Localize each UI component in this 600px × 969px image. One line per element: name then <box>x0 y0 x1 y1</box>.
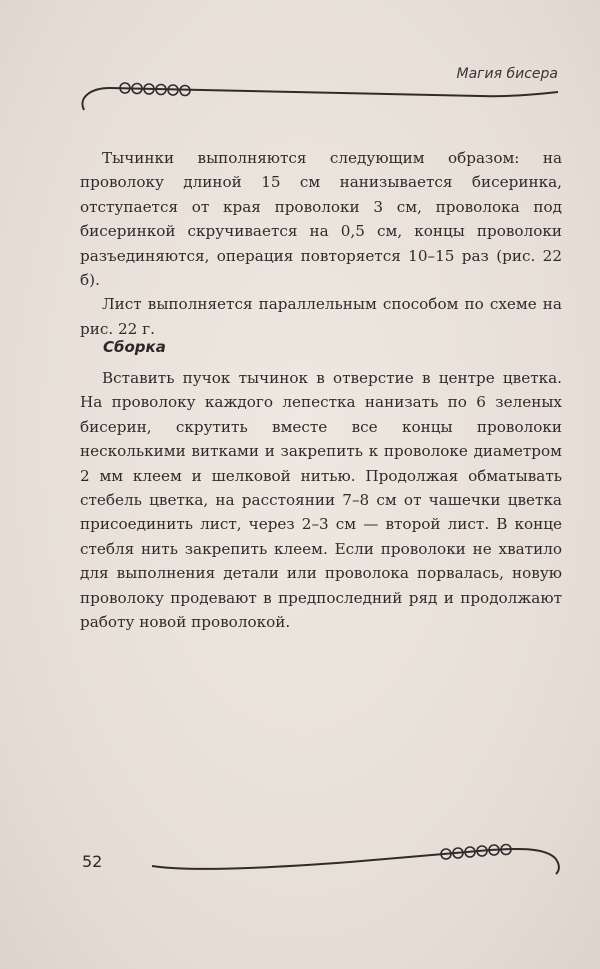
section-title-assembly: Сборка <box>103 338 166 356</box>
paragraph-stamens: Тычинки выполняются следующим образом: на проволоку длиной 15 см нанизывается бисеринка, отступается от края проволоки 3 см, проволока под бисеринкой скручивается на 0,5 см, концы проволоки разъединяются, операция повторяется 10–15 раз (рис. 22 б). <box>80 149 562 290</box>
bottom-bead-ornament <box>150 838 570 878</box>
body-text-assembly <box>80 366 562 634</box>
top-bead-ornament <box>70 76 560 116</box>
paragraph-leaf: Лист выполняется параллельным способом по схеме на рис. 22 г. <box>80 295 562 338</box>
paragraph-assembly: Вставить пучок тычинок в отверстие в центре цветка. На проволоку каждого лепестка нанизать по 6 зеленых бисерин, скрутить вместе все концы проволоки несколькими витками и закрепить к проволоке диаметром 2 мм клеем и шелковой нитью. Продолжая обматывать стебель цветка, на расстоянии 7–8 см от чашечки цветка присоединить лист, через 2–3 см — второй лист. В конце стебля нить закрепить клеем. Если проволоки не хватило для выполнения детали или проволока порвалась, новую проволоку продевают в предпоследний ряд и продолжают работу новой проволокой. <box>80 369 562 632</box>
page-number: 52 <box>82 852 103 871</box>
body-text-top <box>80 146 562 341</box>
running-title: Магия бисера <box>456 66 558 82</box>
